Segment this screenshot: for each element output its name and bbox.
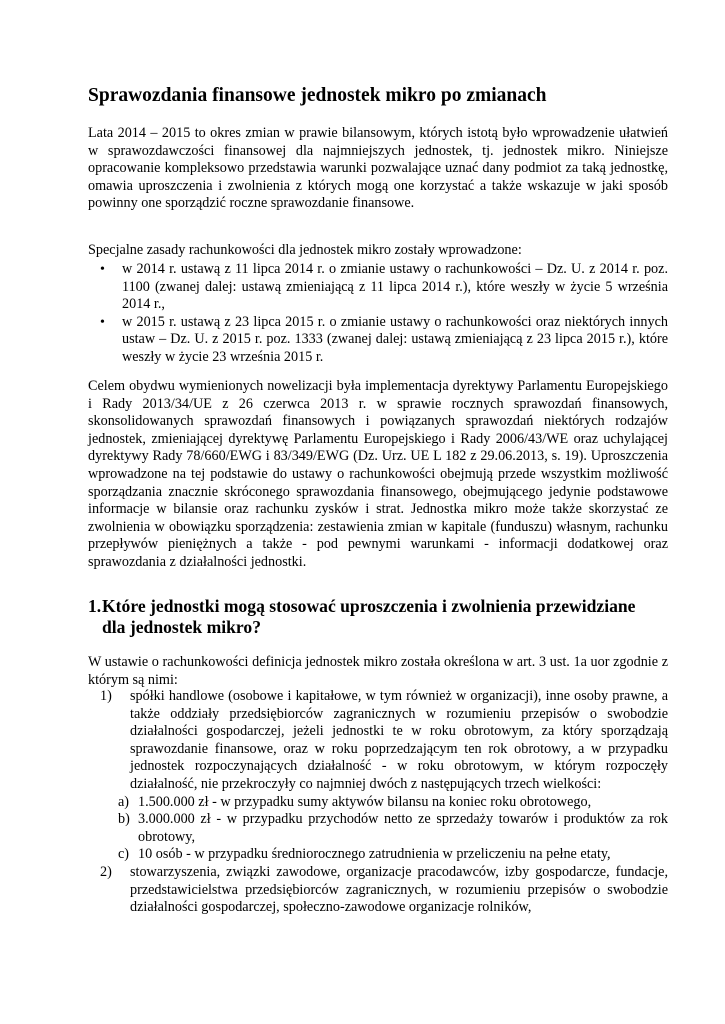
list-item-text: stowarzyszenia, związki zawodowe, organizacje pracodawców, izby gospodarcze, fundacje, przedstawicielstwa przedsiębiorców zagranicznych, w rozumieniu przepisów o swobodzie działalności gospodarczej, społeczno-zawodowe organizacje rolników,	[130, 863, 668, 916]
sub-list-item-text: 3.000.000 zł - w przypadku przychodów netto ze sprzedaży towarów i produktów za rok obrotowy,	[138, 811, 668, 845]
sub-list-item-text: 1.500.000 zł - w przypadku sumy aktywów bilansu na koniec roku obrotowego,	[138, 793, 592, 810]
list-marker: b)	[118, 811, 130, 828]
section-heading-line2: dla jednostek mikro?	[102, 617, 262, 637]
list-marker: 1)	[100, 688, 112, 704]
list-item-text: spółki handlowe (osobowe i kapitałowe, w tym również w organizacji), inne osoby prawne, a także oddziały przedsiębiorców zagranicznych w rozumieniu przepisów o swobodzie działalności gospodarczej, jeżeli jednostki te w roku obrotowym, za który sporządzają sprawozdanie finansowe, oraz w roku poprzedzającym ten rok obrotowy, a w przypadku jednostek rozpoczynających działalność - w roku obrotowym, w którym rozpoczęły działalność, nie przekroczyły co najmniej dwóch z następujących trzech wielkości:	[130, 688, 668, 792]
list-item-text: w 2014 r. ustawą z 11 lipca 2014 r. o zmianie ustawy o rachunkowości – Dz. U. z 2014 r. poz. 1100 (zwanej dalej: ustawą zmieniającą z 11 lipca 2014 r.), które weszły w życie 5 września 2014 r.,	[122, 261, 668, 313]
section-heading-line1: Które jednostki mogą stosować uproszczenia i zwolnienia przewidziane	[102, 596, 636, 616]
intro-paragraph: Lata 2014 – 2015 to okres zmian w prawie bilansowym, których istotą było wprowadzenie ułatwień w sprawozdawczości finansowej dla najmniejszych jednostek, tj. jednostek mikro. Niniejsze opracowanie kompleksowo przedstawia warunki pozwalające uznać dany podmiot za taką jednostkę, omawia uproszczenia i zwolnienia z których mogą one korzystać a także wskazuje w jaki sposób powinny one sporządzić roczne sprawozdanie finansowe.	[88, 125, 668, 212]
numbered-list	[100, 688, 668, 917]
sub-list-item	[118, 846, 668, 864]
bullet-icon: •	[100, 314, 105, 330]
list-intro: Specjalne zasady rachunkowości dla jednostek mikro zostały wprowadzone:	[88, 242, 522, 258]
goal-paragraph: Celem obydwu wymienionych nowelizacji była implementacja dyrektywy Parlamentu Europejskiego i Rady 2013/34/UE z 26 czerwca 2013 r. w sprawie rocznych sprawozdań finansowych, skonsolidowanych sprawozdań finansowych i powiązanych sprawozdań niektórych rodzajów jednostek, zmieniającej dyrektywę Parlamentu Europejskiego i Rady 2006/43/WE oraz uchylającej dyrektywy Rady 78/660/EWG i 83/349/EWG (Dz. Urz. UE L 182 z 29.06.2013, s. 19). Uproszczenia wprowadzone na tej podstawie do ustawy o rachunkowości obejmują przede wszystkim możliwość sporządzania znacznie skróconego sprawozdania finansowego, obejmującego jedynie podstawowe informacje w bilansie oraz rachunku zysków i strat. Jednostka mikro może także skorzystać ze zwolnienia w obowiązku sporządzenia: zestawienia zmian w kapitale (funduszu) własnym, rachunku przepływów pieniężnych a także - pod pewnymi warunkami - informacji dodatkowej oraz sprawozdania z działalności jednostki.	[88, 378, 668, 570]
list-item	[100, 261, 668, 314]
bullet-icon: •	[100, 262, 105, 277]
sub-list-item-text: 10 osób - w przypadku średniorocznego zatrudnienia w przeliczeniu na pełne etaty,	[138, 846, 611, 863]
list-item	[100, 313, 668, 367]
list-marker: c)	[118, 846, 130, 863]
document-title: Sprawozdania finansowe jednostek mikro po zmianach	[88, 85, 547, 106]
section-heading	[88, 596, 668, 638]
sub-list-item	[118, 794, 668, 812]
sub-list	[118, 793, 668, 864]
definition-paragraph: W ustawie o rachunkowości definicja jednostek mikro została określona w art. 3 ust. 1a uor zgodnie z którym są nimi:	[88, 654, 668, 688]
sub-list-item	[118, 811, 668, 846]
section-number: 1.	[88, 596, 102, 616]
list-marker: 2)	[100, 863, 112, 880]
bullet-list	[100, 261, 668, 367]
list-item	[100, 688, 668, 864]
list-marker: a)	[118, 793, 130, 810]
list-item-text: w 2015 r. ustawą z 23 lipca 2015 r. o zmianie ustawy o rachunkowości oraz niektórych innych ustaw – Dz. U. z 2015 r. poz. 1333 (zwanej dalej: ustawą zmieniającą z 23 lipca 2015 r.), które weszły w życie 23 września 2015 r.	[122, 313, 668, 365]
list-item	[100, 864, 668, 917]
